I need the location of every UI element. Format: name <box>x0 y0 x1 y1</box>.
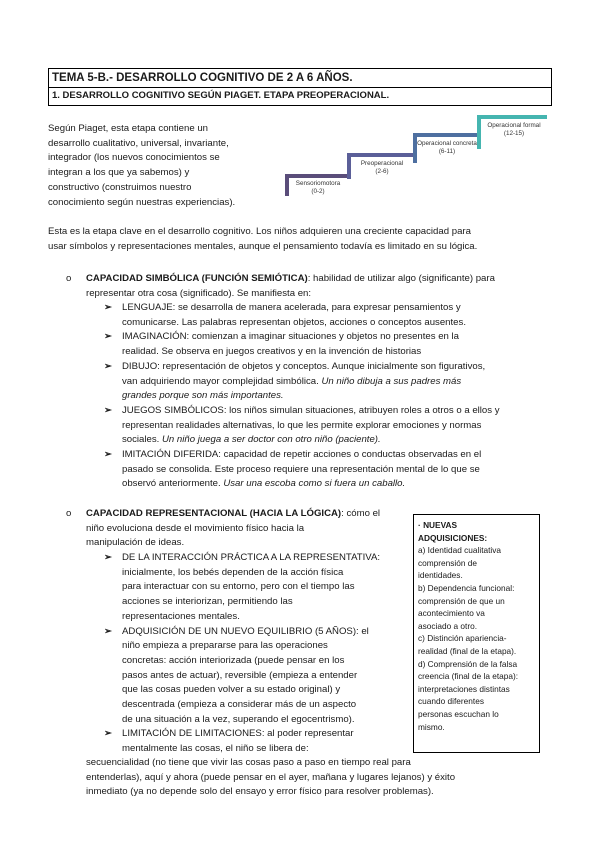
arrow-icon: ➢ <box>104 552 113 563</box>
item-interaccion-practica: DE LA INTERACCIÓN PRÁCTICA A LA REPRESENTATIVA: inicialmente, los bebés dependen de la acción física para interactuar con su entorno, pero con el tiempo las acciones se interiorizan, permitiendo las representaciones mentales. <box>122 552 381 622</box>
item-nuevo-equilibrio: ADQUISICIÓN DE UN NUEVO EQUILIBRIO (5 AÑOS): el niño empieza a prepararse para las operaciones concretas: acción interiorizada (puede pensar en los pasos antes de actuar), reversible (empieza a entender que las cosas pueden volver a su estado original) y descentrada (empieza a considerar más de un aspecto de una situación a la vez, superando el egocentrismo). <box>122 625 369 725</box>
intro-line: integran a los que ya sabemos) y <box>48 167 190 179</box>
box-line: a) Identidad cualitativa <box>418 545 502 556</box>
key-stage-line: Esta es la etapa clave en el desarrollo cognitivo. Los niños adquieren una creciente capacidad para <box>48 226 471 237</box>
box-heading: ADQUISICIONES: <box>418 532 488 543</box>
section2-heading: CAPACIDAD REPRESENTACIONAL (HACIA LA LÓGICA) <box>86 508 342 519</box>
section2-intro <box>86 507 406 551</box>
section2-tail-line: secuencialidad (no tiene que vivir las cosas paso a paso en tiempo real para <box>86 757 411 768</box>
section2-tail-line: entenderlas), aquí y ahora (puede pensar en el ayer, mañana y lugares lejanos) y éxito <box>86 771 456 783</box>
arrow-icon: ➢ <box>104 360 113 372</box>
section2-line: niño evoluciona desde el movimiento físico hacia la <box>86 522 305 534</box>
section2-marker: o <box>66 508 72 519</box>
section1-items <box>122 301 562 492</box>
item-dibujo: DIBUJO: representación de objetos y conceptos. Aunque inicialmente son figurativos, van adquiriendo mayor complejidad simbólica. Un niño dibuja a sus padres más grandes porque son más importantes. <box>122 360 486 402</box>
box-line: cuando diferentes <box>418 696 484 707</box>
item-limitacion: LIMITACIÓN DE LIMITACIONES: al poder representar mentalmente las cosas, el niño se libera de: <box>122 728 354 755</box>
box-heading: · NUEVAS <box>418 520 458 530</box>
intro-line: desarrollo cualitativo, universal, invariante, <box>48 137 229 149</box>
arrow-icon: ➢ <box>104 302 113 313</box>
section2-line: manipulación de ideas. <box>86 537 185 549</box>
box-line: creencia (final de la etapa): <box>418 671 519 682</box>
item-juegos-simbolicos: JUEGOS SIMBÓLICOS: los niños simulan situaciones, atribuyen roles a otros o a ellos y representan realidades alternativas, lo que les permite explorar emociones y normas sociales. Un niño juega a ser doctor con otro niño (paciente). <box>122 404 500 446</box>
intro-line: conocimiento según nuestras experiencias). <box>48 196 236 208</box>
stage-operacional-concreta: Operacional concreta (6-11) <box>413 133 477 163</box>
box-line: c) Distinción apariencia- <box>418 633 507 644</box>
box-line: mismo. <box>418 721 445 732</box>
arrow-icon: ➢ <box>104 331 113 343</box>
section-subtitle: 1. DESARROLLO COGNITIVO SEGÚN PIAGET. ETAPA PREOPERACIONAL. <box>48 88 552 106</box>
document-title: TEMA 5-B.- DESARROLLO COGNITIVO DE 2 A 6 AÑOS. <box>48 68 552 88</box>
key-stage-line: usar símbolos y representaciones mentales, aunque el pensamiento todavía es limitado en su lógica. <box>48 240 478 252</box>
section2-items <box>122 551 412 757</box>
box-line: asociado a otro. <box>418 620 478 631</box>
arrow-icon: ➢ <box>104 404 113 416</box>
intro-line: integrador (los nuevos conocimientos se <box>48 152 220 164</box>
intro-line: constructivo (construimos nuestro <box>48 181 192 193</box>
section1-line2: representar otra cosa (significado). Se manifiesta en: <box>86 287 312 299</box>
box-line: d) Comprensión de la falsa <box>418 658 518 669</box>
box-line: b) Dependencia funcional: <box>418 582 515 593</box>
box-line: realidad (final de la etapa). <box>418 645 517 656</box>
section1-heading: CAPACIDAD SIMBÓLICA (FUNCIÓN SEMIÓTICA) <box>86 273 308 284</box>
piaget-stages-diagram <box>285 115 555 205</box>
arrow-icon: ➢ <box>104 449 113 460</box>
box-line: comprensión de que un <box>418 595 505 606</box>
section2-tail-line: inmediato (ya no depende solo del ensayo y error físico para resolver problemas). <box>86 786 434 798</box>
intro-line: Según Piaget, esta etapa contiene un <box>48 123 209 134</box>
stage-preoperacional: Preoperacional (2-6) <box>347 153 413 179</box>
key-stage-paragraph <box>48 225 558 254</box>
item-lenguaje: LENGUAJE: se desarrolla de manera acelerada, para expresar pensamientos y comunicarse. Las palabras representan objetos, acciones o conceptos ausentes. <box>122 302 466 328</box>
item-imitacion-diferida: IMITACIÓN DIFERIDA: capacidad de repetir acciones o conductas observadas en el pasado se consolida. Este proceso requiere una representación mental de lo que se observó anteriormente. Usar una escoba como si fuera un caballo. <box>122 449 482 490</box>
box-line: identidades. <box>418 570 463 581</box>
section1-line1-rest: : habilidad de utilizar algo (significante) para <box>307 273 495 284</box>
stage-sensoriomotora: Sensoriomotora (0-2) <box>285 174 347 196</box>
arrow-icon: ➢ <box>104 728 113 740</box>
nuevas-adquisiciones-box <box>413 514 540 753</box>
box-line: interpretaciones distintas <box>418 683 510 694</box>
arrow-icon: ➢ <box>104 625 113 637</box>
section1-marker: o <box>66 273 72 284</box>
box-line: acontecimiento va <box>418 608 485 619</box>
section2-line1-rest: : cómo el <box>341 508 381 519</box>
box-line: comprensión de <box>418 557 478 568</box>
box-line: personas escuchan lo <box>418 708 499 719</box>
section1-intro <box>86 272 556 301</box>
intro-paragraph <box>48 122 278 210</box>
section2-tail <box>86 756 556 800</box>
item-imaginacion: IMAGINACIÓN: comienzan a imaginar situaciones y objetos no presentes en la realidad. Se observa en juegos creativos y en la invención de historias <box>122 331 460 358</box>
stage-operacional-formal: Operacional formal (12-15) <box>477 115 547 149</box>
